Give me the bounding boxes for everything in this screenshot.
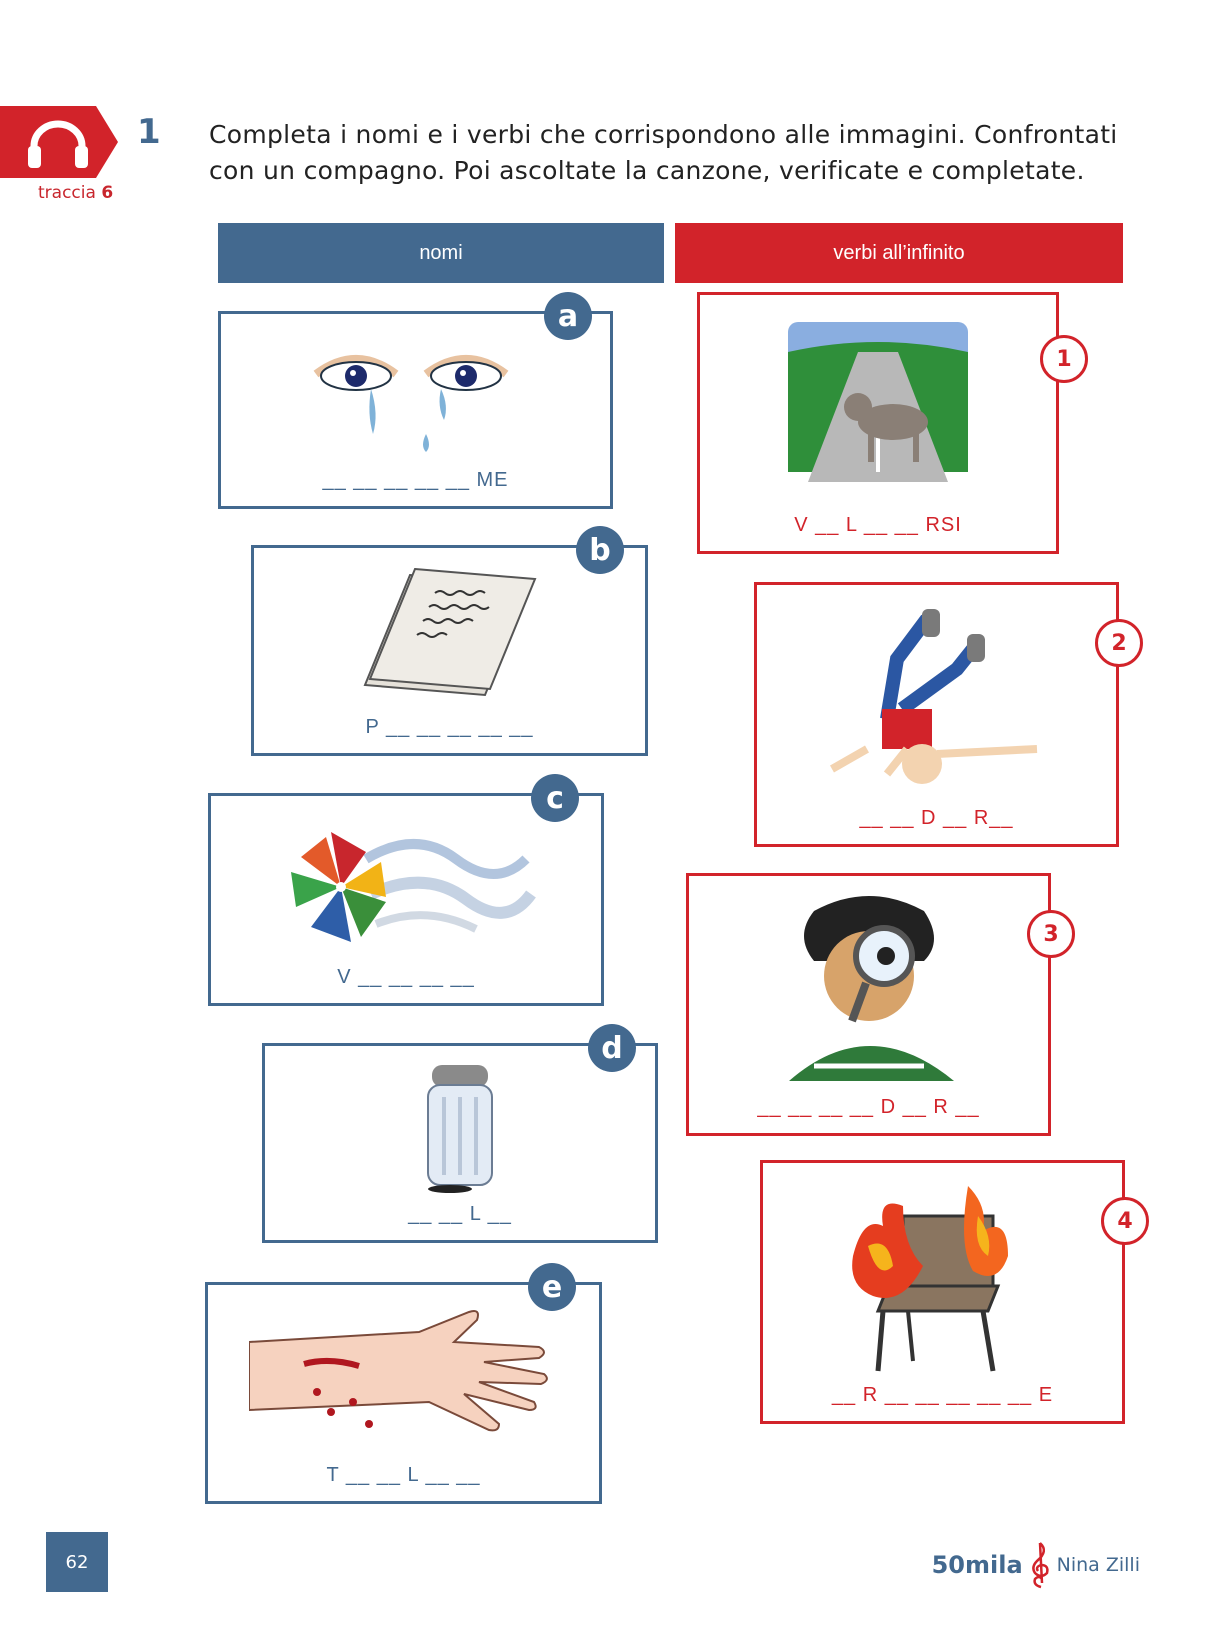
cut-arm-icon bbox=[208, 1293, 599, 1461]
verb-word-2[interactable]: __ __ D __ R__ bbox=[859, 807, 1014, 829]
verb-card-3 bbox=[686, 873, 1059, 1136]
letter-badge-b: b bbox=[576, 526, 624, 574]
song-credit bbox=[932, 1541, 1140, 1589]
headphones-icon bbox=[0, 106, 120, 178]
exercise-instruction: Completa i nomi e i verbi che corrispondono alle immagini. Confrontati con un compagno. Poi ascoltate la canzone, verificate e completate. bbox=[209, 120, 1118, 185]
letter-badge-e: e bbox=[528, 1263, 576, 1311]
letter-badge-c: c bbox=[531, 774, 579, 822]
verb-word-4[interactable]: __ R __ __ __ __ __ E bbox=[831, 1384, 1054, 1406]
noun-card-a bbox=[218, 298, 613, 509]
track-number: 6 bbox=[101, 183, 114, 203]
verbs-column-header: verbi all’infinito bbox=[675, 223, 1123, 283]
number-badge-1: 1 bbox=[1040, 335, 1088, 383]
letter-badge-d: d bbox=[588, 1024, 636, 1072]
noun-card-d bbox=[262, 1030, 658, 1243]
dog-on-road-icon bbox=[700, 303, 1056, 511]
page-number: 62 bbox=[46, 1532, 108, 1592]
verb-card-2 bbox=[754, 582, 1127, 847]
boy-falling-icon bbox=[757, 593, 1116, 804]
noun-card-b bbox=[251, 532, 648, 756]
noun-card-c bbox=[208, 780, 604, 1006]
noun-card-e bbox=[205, 1269, 602, 1504]
verb-word-1[interactable]: V __ L __ __ RSI bbox=[794, 514, 962, 536]
sheets-of-paper-icon bbox=[254, 556, 645, 713]
letter-badge-a: a bbox=[544, 292, 592, 340]
noun-word-b[interactable]: P __ __ __ __ __ bbox=[365, 716, 534, 738]
verb-word-3[interactable]: __ __ __ __ D __ R __ bbox=[757, 1096, 980, 1118]
exercise-number: 1 bbox=[137, 112, 161, 152]
number-badge-3: 3 bbox=[1027, 910, 1075, 958]
verb-card-4 bbox=[760, 1160, 1133, 1424]
tearful-eyes-icon bbox=[221, 322, 610, 466]
verb-card-1 bbox=[697, 292, 1072, 554]
treble-clef-icon bbox=[1029, 1541, 1051, 1589]
noun-word-a[interactable]: __ __ __ __ __ ME bbox=[322, 469, 509, 491]
track-label bbox=[38, 183, 113, 203]
noun-word-d[interactable]: __ __ L __ bbox=[408, 1203, 512, 1225]
song-title: 50mila bbox=[931, 1551, 1023, 1579]
salt-shaker-icon bbox=[265, 1054, 655, 1200]
boy-magnifying-glass-icon bbox=[689, 884, 1048, 1093]
audio-track-badge[interactable] bbox=[0, 106, 120, 178]
artist-name: Nina Zilli bbox=[1056, 1554, 1140, 1576]
track-prefix: traccia bbox=[38, 183, 96, 203]
noun-word-e[interactable]: T __ __ L __ __ bbox=[326, 1464, 481, 1486]
burning-chair-icon bbox=[763, 1171, 1122, 1381]
number-badge-4: 4 bbox=[1101, 1197, 1149, 1245]
nouns-column-header: nomi bbox=[218, 223, 664, 283]
pinwheel-in-wind-icon bbox=[211, 804, 601, 963]
noun-word-c[interactable]: V __ __ __ __ bbox=[337, 966, 475, 988]
number-badge-2: 2 bbox=[1095, 619, 1143, 667]
